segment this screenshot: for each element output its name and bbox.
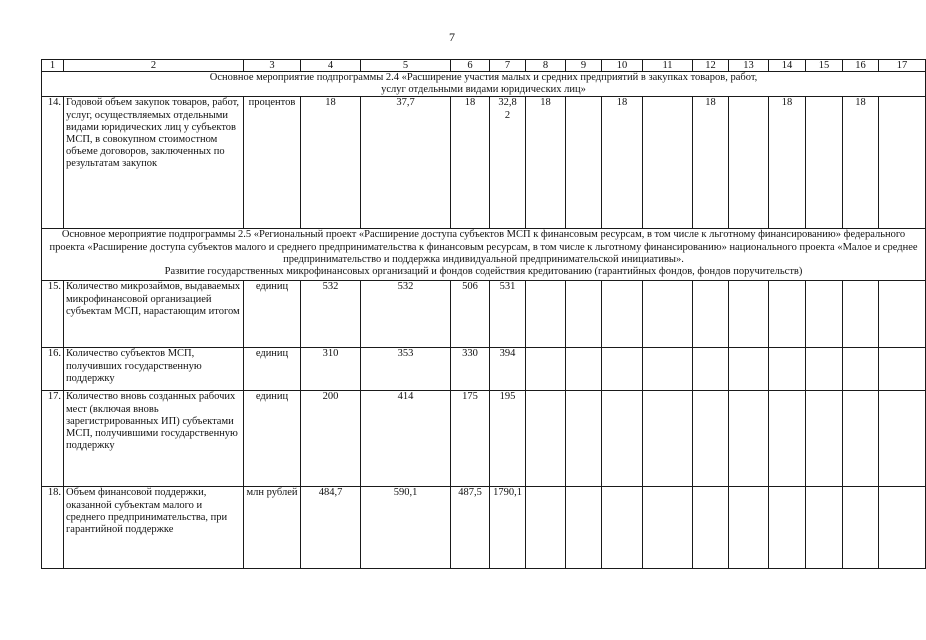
value-col-4-text: 18 <box>325 97 336 109</box>
value-col-8 <box>526 281 566 348</box>
value-col-5 <box>361 391 451 487</box>
value-col-8 <box>526 97 566 229</box>
value-col-8 <box>526 391 566 487</box>
section-2-5-header-label: Основное мероприятие подпрограммы 2.5 «Региональный проект «Расширение доступа субъектов МСП к финансовым ресурсам, в том числе к льготному финансированию» федерального проекта «Расширение доступа субъектов малого и среднего предпринимательства к финансовым ресурсам, в том числе к льготному финансированию» национального проекта «Малое и среднее предпринимательство и поддержка индивидуальной предпринимательской инициативы». Развитие государственных микрофинансовых организаций и фондов содействия кредитованию (гарантийных фондов, фондов поручительств) <box>49 229 918 278</box>
value-col-13 <box>729 281 769 348</box>
value-col-8 <box>526 348 566 391</box>
row-number <box>42 487 64 569</box>
unit-of-measure-text: единиц <box>255 391 289 403</box>
value-col-6 <box>451 281 490 348</box>
section-2-4-header-text <box>42 72 926 97</box>
value-col-5 <box>361 97 451 229</box>
column-number-11: 11 <box>643 60 693 72</box>
value-col-17 <box>879 487 926 569</box>
value-col-7 <box>490 391 526 487</box>
value-col-10 <box>602 97 643 229</box>
value-col-12 <box>693 391 729 487</box>
column-number-3: 3 <box>244 60 301 72</box>
column-number-7: 7 <box>490 60 526 72</box>
value-col-14 <box>769 391 806 487</box>
indicator-name <box>64 487 244 569</box>
table-row <box>42 97 926 229</box>
indicator-name-text: Количество субъектов МСП, получивших государственную поддержку <box>66 348 202 384</box>
value-col-17 <box>879 391 926 487</box>
row-number <box>42 281 64 348</box>
value-col-7 <box>490 97 526 229</box>
value-col-12 <box>693 348 729 391</box>
value-col-15 <box>806 391 843 487</box>
value-col-15 <box>806 348 843 391</box>
row-number <box>42 348 64 391</box>
value-col-10 <box>602 348 643 391</box>
value-col-5 <box>361 281 451 348</box>
value-col-7-text: 32,8 2 <box>498 97 517 121</box>
value-col-6-text: 18 <box>464 97 476 109</box>
value-col-11 <box>643 487 693 569</box>
column-number-8: 8 <box>526 60 566 72</box>
column-number-16: 16 <box>843 60 879 72</box>
value-col-9 <box>566 97 602 229</box>
value-col-17 <box>879 97 926 229</box>
value-col-4-text: 200 <box>322 391 339 403</box>
value-col-8-text: 18 <box>540 97 551 109</box>
section-2-5-header <box>42 229 926 281</box>
value-col-16 <box>843 487 879 569</box>
value-col-4 <box>301 281 361 348</box>
value-col-4-text: 532 <box>322 281 339 293</box>
table-row <box>42 348 926 391</box>
value-col-6 <box>451 348 490 391</box>
value-col-4-text: 310 <box>322 348 339 360</box>
indicators-table <box>41 59 926 569</box>
value-col-11 <box>643 348 693 391</box>
value-col-7-text: 1790,1 <box>493 487 522 499</box>
value-col-13 <box>729 348 769 391</box>
table-row <box>42 391 926 487</box>
value-col-16 <box>843 281 879 348</box>
column-number-5: 5 <box>361 60 451 72</box>
value-col-7 <box>490 281 526 348</box>
column-number-10: 10 <box>602 60 643 72</box>
row-number-text: 17. <box>47 391 61 403</box>
value-col-6 <box>451 97 490 229</box>
value-col-15 <box>806 281 843 348</box>
value-col-14 <box>769 97 806 229</box>
indicator-name-text: Объем финансовой поддержки, оказанной субъектам малого и среднего предпринимательства, при гарантийной поддержке <box>66 487 228 536</box>
value-col-16 <box>843 348 879 391</box>
value-col-11 <box>643 281 693 348</box>
value-col-5-text: 353 <box>397 348 414 360</box>
unit-of-measure-text: единиц <box>255 348 289 360</box>
value-col-14 <box>769 487 806 569</box>
value-col-14 <box>769 281 806 348</box>
column-number-2: 2 <box>64 60 244 72</box>
value-col-4 <box>301 391 361 487</box>
value-col-6 <box>451 391 490 487</box>
value-col-5-text: 37,7 <box>396 97 415 109</box>
value-col-9 <box>566 348 602 391</box>
column-number-row <box>42 60 926 72</box>
value-col-7-text: 531 <box>499 281 516 293</box>
value-col-11 <box>643 97 693 229</box>
value-col-17 <box>879 348 926 391</box>
section-2-4-header-label: Основное мероприятие подпрограммы 2.4 «Расширение участия малых и средних предприятий в закупках товаров, работ, услуг отдельными видами юридических лиц» <box>209 72 758 96</box>
indicator-name <box>64 348 244 391</box>
value-col-10 <box>602 281 643 348</box>
unit-of-measure <box>244 487 301 569</box>
value-col-6 <box>451 487 490 569</box>
column-number-14: 14 <box>769 60 806 72</box>
unit-of-measure-text: процентов <box>248 97 296 109</box>
table-row <box>42 281 926 348</box>
section-2-5-header-text <box>42 229 926 281</box>
value-col-4 <box>301 97 361 229</box>
value-col-5 <box>361 348 451 391</box>
unit-of-measure <box>244 348 301 391</box>
value-col-5 <box>361 487 451 569</box>
value-col-4-text: 484,7 <box>318 487 343 499</box>
column-number-4: 4 <box>301 60 361 72</box>
value-col-10 <box>602 391 643 487</box>
table-row <box>42 487 926 569</box>
value-col-11 <box>643 391 693 487</box>
value-col-4 <box>301 348 361 391</box>
column-number-17: 17 <box>879 60 926 72</box>
row-number <box>42 391 64 487</box>
value-col-6-text: 330 <box>462 348 478 360</box>
value-col-13 <box>729 391 769 487</box>
value-col-9 <box>566 281 602 348</box>
value-col-6-text: 506 <box>462 281 478 293</box>
page-number: 7 <box>449 30 455 44</box>
value-col-13 <box>729 97 769 229</box>
value-col-9 <box>566 391 602 487</box>
column-number-1: 1 <box>42 60 64 72</box>
value-col-7 <box>490 348 526 391</box>
value-col-9 <box>566 487 602 569</box>
value-col-12-text: 18 <box>705 97 716 109</box>
value-col-7 <box>490 487 526 569</box>
unit-of-measure <box>244 97 301 229</box>
indicator-name <box>64 391 244 487</box>
row-number <box>42 97 64 229</box>
value-col-12 <box>693 487 729 569</box>
value-col-10-text: 18 <box>616 97 628 109</box>
value-col-7-text: 394 <box>499 348 516 360</box>
value-col-14 <box>769 348 806 391</box>
value-col-5-text: 414 <box>397 391 414 403</box>
value-col-8 <box>526 487 566 569</box>
unit-of-measure <box>244 391 301 487</box>
indicator-name <box>64 97 244 229</box>
value-col-6-text: 175 <box>462 391 478 403</box>
value-col-10 <box>602 487 643 569</box>
row-number-text: 16. <box>47 348 61 360</box>
value-col-13 <box>729 487 769 569</box>
indicator-name <box>64 281 244 348</box>
section-2-4-header <box>42 72 926 97</box>
column-number-15: 15 <box>806 60 843 72</box>
value-col-4 <box>301 487 361 569</box>
unit-of-measure-text: млн рублей <box>246 487 298 499</box>
value-col-16-text: 18 <box>855 97 866 109</box>
row-number-text: 18. <box>47 487 61 499</box>
value-col-12 <box>693 281 729 348</box>
value-col-15 <box>806 487 843 569</box>
indicator-name-text: Годовой объем закупок товаров, работ, услуг, осуществляемых отдельными видами юридических лиц у субъектов МСП, в совокупном стоимостном объеме договоров, заключенных по результатам закупок <box>66 97 240 170</box>
unit-of-measure-text: единиц <box>255 281 289 293</box>
indicator-name-text: Количество микрозаймов, выдаваемых микрофинансовой организацией субъектам МСП, нарастающим итогом <box>66 281 241 317</box>
row-number-text: 15. <box>47 281 61 293</box>
value-col-16 <box>843 391 879 487</box>
value-col-15 <box>806 97 843 229</box>
value-col-17 <box>879 281 926 348</box>
indicator-name-text: Количество вновь созданных рабочих мест (включая вновь зарегистрированных ИП) субъектами МСП, получившими государственную поддержку <box>66 391 238 452</box>
row-number-text: 14. <box>47 97 61 109</box>
value-col-16 <box>843 97 879 229</box>
value-col-5-text: 532 <box>397 281 414 293</box>
value-col-12 <box>693 97 729 229</box>
value-col-5-text: 590,1 <box>393 487 418 499</box>
column-number-6: 6 <box>451 60 490 72</box>
value-col-6-text: 487,5 <box>458 487 482 499</box>
column-number-12: 12 <box>693 60 729 72</box>
unit-of-measure <box>244 281 301 348</box>
column-number-13: 13 <box>729 60 769 72</box>
value-col-7-text: 195 <box>499 391 516 403</box>
column-number-9: 9 <box>566 60 602 72</box>
value-col-14-text: 18 <box>781 97 793 109</box>
